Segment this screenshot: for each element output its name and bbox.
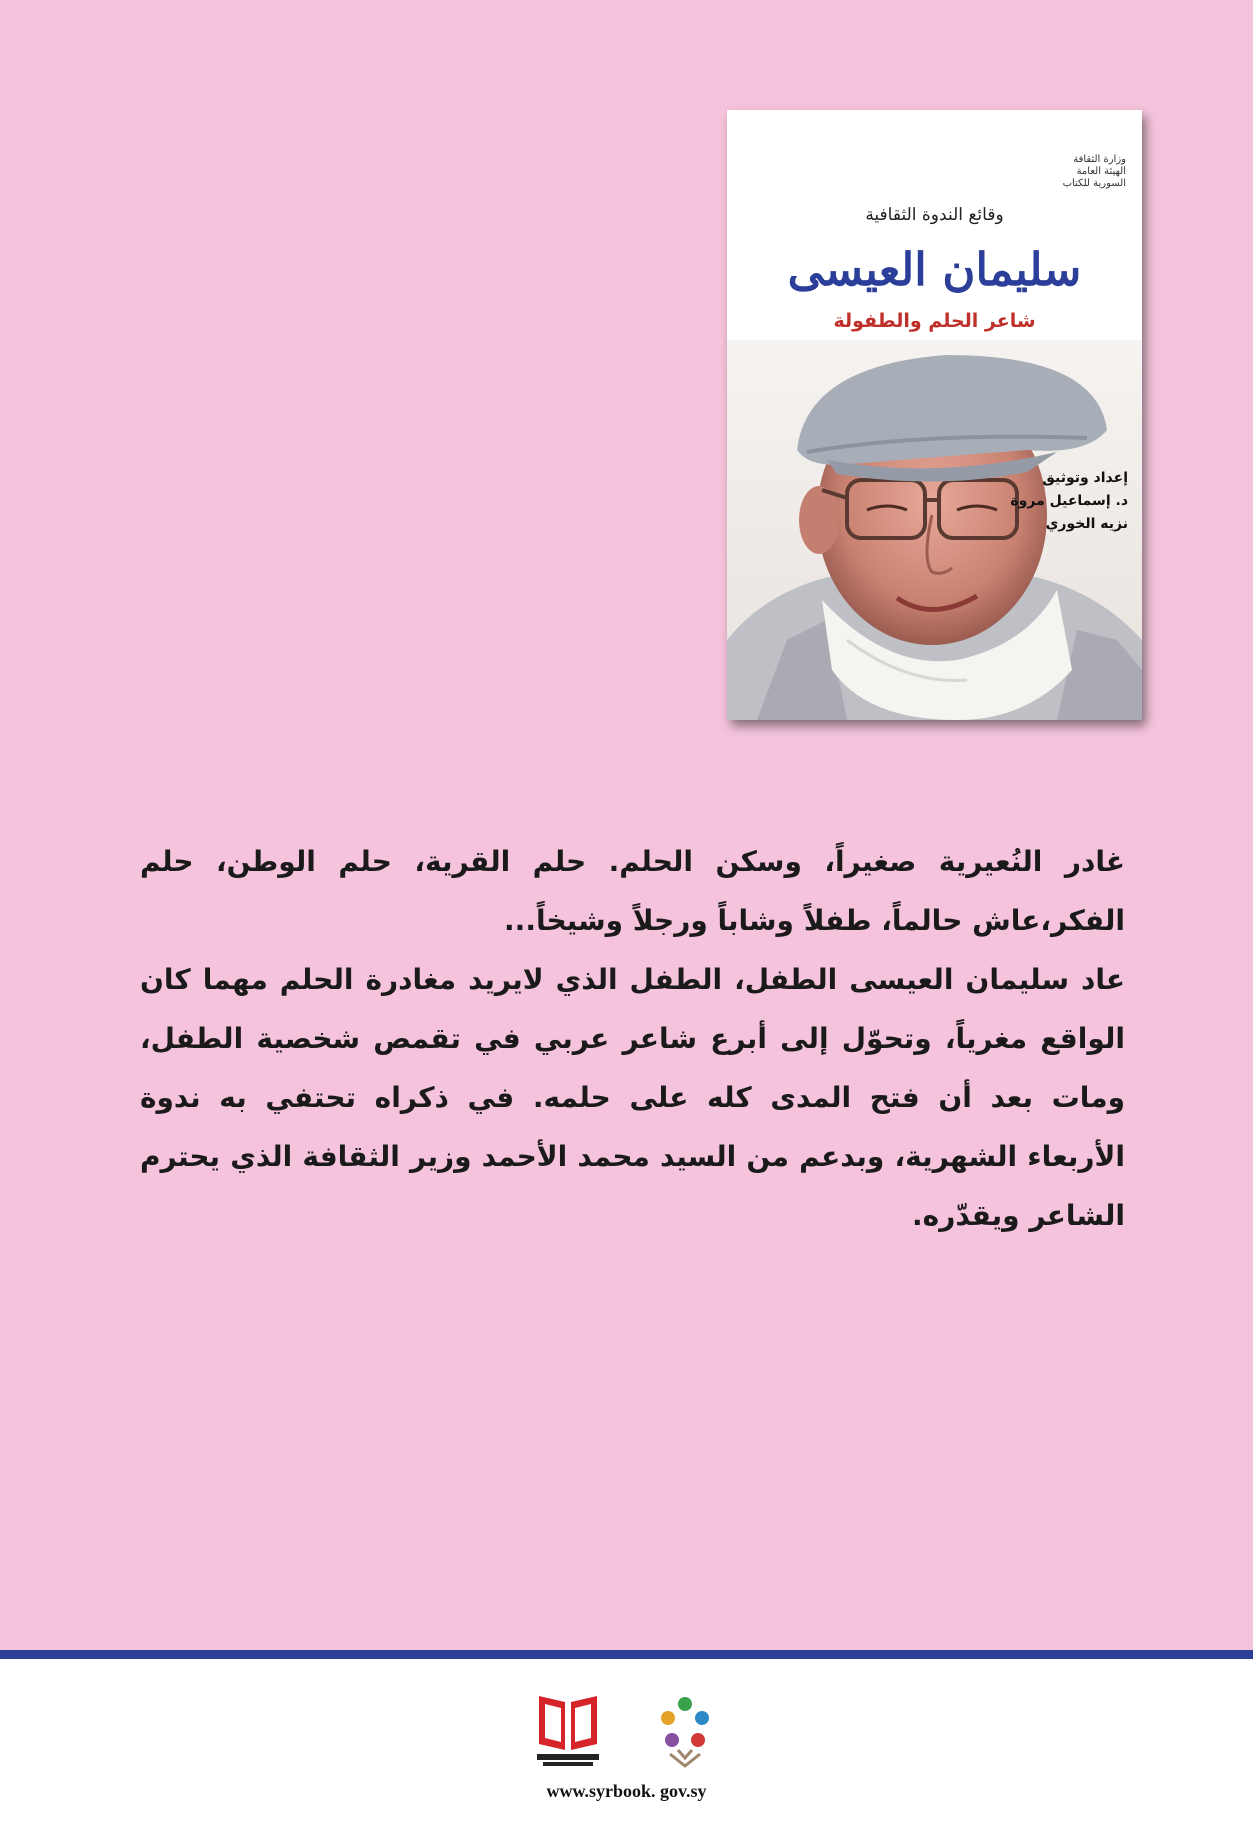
blurb-text	[140, 832, 1125, 1245]
cover-title: سليمان العيسى	[787, 243, 1082, 296]
credit-line-3: نزيه الخوري	[1045, 516, 1128, 532]
ministry-emblem-icon	[650, 1690, 720, 1770]
blurb-paragraph-2: عاد سليمان العيسى الطفل، الطفل الذي لايريد مغادرة الحلم مهما كان الواقع مغرياً، وتحوّل إلى أبرع شاعر عربي في تقمص شخصية الطفل، ومات بعد أن فتح المدى كله على حلمه. في ذكراه تحتفي به ندوة الأربعاء الشهرية، وبدعم من السيد محمد الأحمد وزير الثقافة الذي يحترم الشاعر ويقدّره.	[140, 963, 1125, 1232]
open-book-logo-icon	[533, 1690, 603, 1770]
cover-subtitle: شاعر الحلم والطفولة	[833, 310, 1036, 332]
series-title: وقائع الندوة الثقافية	[865, 205, 1004, 225]
blue-divider	[0, 1650, 1253, 1659]
credit-line-2: د. إسماعيل مروة	[1010, 493, 1128, 509]
publisher-line-1: وزارة الثقافة	[1073, 154, 1126, 165]
cover-inner	[727, 110, 1142, 720]
publisher-line-2: الهيئة العامة السورية للكتاب	[1062, 166, 1126, 189]
book-cover-thumbnail	[727, 110, 1142, 720]
cover-credits	[1010, 467, 1128, 536]
publisher-mark	[1056, 154, 1126, 190]
white-footer	[0, 1659, 1253, 1835]
credit-line-1: إعداد وتوثيق	[1042, 470, 1128, 486]
website-url[interactable]: www.syrbook. gov.sy	[546, 1781, 707, 1801]
blurb-paragraph-1: غادر النُعيرية صغيراً، وسكن الحلم. حلم القرية، حلم الوطن، حلم الفكر،عاش حالماً، طفلاً وشاباً ورجلاً وشيخاً...	[140, 845, 1125, 937]
